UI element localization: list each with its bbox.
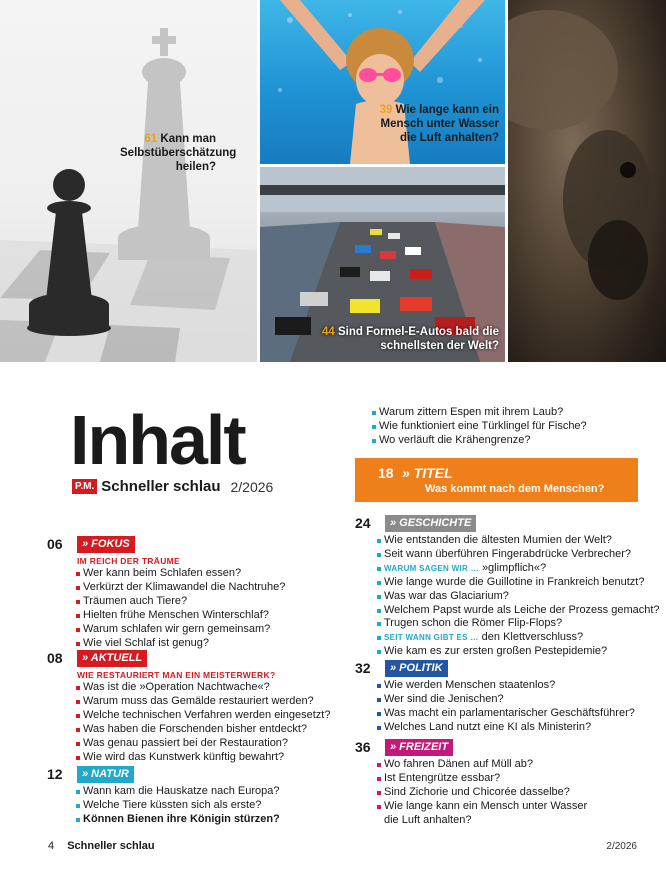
list-item[interactable]: Wie viel Schlaf ist genug? — [76, 637, 285, 651]
pool-caption-text: Wie lange kann ein Mensch unter Wasser die Luft anhalten? — [380, 104, 499, 144]
list-item[interactable]: Wie lange wurde die Guillotine in Frankreich benutzt? — [377, 576, 660, 590]
list-item[interactable]: Welche technischen Verfahren werden eingesetzt? — [76, 709, 330, 723]
issue-number: 2/2026 — [230, 478, 274, 495]
politik-list — [377, 679, 635, 735]
section-subheading: IM REICH DER TRÄUME — [77, 556, 180, 566]
chess-caption-page: 61 — [144, 133, 158, 145]
pm-logo: P.M. — [72, 479, 97, 494]
list-item[interactable]: Wie kam es zur ersten großen Pestepidemie? — [377, 645, 660, 659]
geschichte-list — [377, 534, 660, 659]
list-item[interactable]: Welchem Papst wurde als Leiche der Prozess gemacht? — [377, 604, 660, 618]
monkey-illustration — [508, 0, 666, 362]
chess-illustration — [0, 0, 257, 362]
list-item[interactable]: Was haben die Forschenden bisher entdeckt? — [76, 723, 330, 737]
list-item[interactable]: Wie werden Menschen staatenlos? — [377, 679, 635, 693]
titel-banner[interactable] — [355, 458, 638, 502]
section-label[interactable]: » FOKUS — [77, 536, 135, 553]
race-photo — [260, 167, 505, 362]
section-geschichte — [355, 514, 660, 659]
list-item[interactable]: Was macht ein parlamentarischer Geschäftsführer? — [377, 707, 635, 721]
section-label[interactable]: » FREIZEIT — [385, 739, 453, 756]
section-label[interactable]: » AKTUELL — [77, 650, 147, 667]
race-caption-page: 44 — [321, 326, 335, 338]
freizeit-list — [377, 758, 602, 828]
list-item[interactable]: Warum zittern Espen mit ihrem Laub? — [372, 406, 587, 420]
section-continued — [343, 406, 587, 448]
list-item[interactable]: Hielten frühe Menschen Winterschlaf? — [76, 609, 285, 623]
titel-label: » TITEL — [402, 465, 453, 481]
continued-list — [372, 406, 587, 448]
list-item[interactable]: Ist Entengrütze essbar? — [377, 772, 602, 786]
section-subheading: WIE RESTAURIERT MAN EIN MEISTERWERK? — [77, 670, 276, 680]
list-item[interactable]: Trugen schon die Römer Flip-Flops? — [377, 617, 660, 631]
tag-warum-sagen-wir: WARUM SAGEN WIR … — [384, 563, 479, 573]
list-item[interactable]: Verkürzt der Klimawandel die Nachtruhe? — [76, 581, 285, 595]
list-item[interactable]: Was war das Glaciarium? — [377, 590, 660, 604]
list-item[interactable]: Wie funktioniert eine Türklingel für Fische? — [372, 420, 587, 434]
footer-left — [48, 840, 155, 852]
section-page-number: 24 — [355, 515, 371, 531]
section-freizeit — [355, 738, 602, 828]
section-natur — [47, 765, 280, 827]
section-page-number: 06 — [47, 536, 63, 552]
section-politik — [355, 659, 635, 735]
tag-seit-wann: SEIT WANN GIBT ES … — [384, 633, 479, 643]
footer-brand: Schneller schlau — [67, 840, 155, 852]
list-item[interactable]: Wer sind die Jenischen? — [377, 693, 635, 707]
list-item-text: den Klettverschluss? — [481, 631, 584, 644]
titel-page-number: 18 — [378, 465, 394, 481]
list-item[interactable]: Wie lange kann ein Mensch unter Wasser die Luft anhalten? — [377, 800, 602, 828]
list-item[interactable]: Welches Land nutzt eine KI als Ministerin? — [377, 721, 635, 735]
race-caption[interactable] — [299, 325, 499, 353]
list-item[interactable]: Wie wird das Kunstwerk künftig bewahrt? — [76, 751, 330, 765]
chess-caption[interactable] — [120, 132, 237, 174]
list-item[interactable]: Was ist die »Operation Nachtwache«? — [76, 681, 330, 695]
list-item[interactable]: Wann kam die Hauskatze nach Europa? — [76, 785, 280, 799]
list-item[interactable]: Seit wann überführen Fingerabdrücke Verbrecher? — [377, 548, 660, 562]
fokus-list — [76, 567, 285, 650]
section-label[interactable]: » GESCHICHTE — [385, 515, 476, 532]
list-item[interactable]: Können Bienen ihre Königin stürzen? — [76, 813, 280, 827]
section-label[interactable]: » NATUR — [77, 766, 134, 783]
chess-photo — [0, 0, 257, 362]
list-item[interactable]: Träumen auch Tiere? — [76, 595, 285, 609]
page-title: Inhalt — [70, 401, 245, 479]
pool-photo — [260, 0, 505, 164]
monkey-photo — [508, 0, 666, 362]
list-item[interactable]: Wie entstanden die ältesten Mumien der Welt? — [377, 534, 660, 548]
list-item-text: »glimpflich«? — [481, 561, 547, 574]
list-item[interactable]: Warum muss das Gemälde restauriert werden? — [76, 695, 330, 709]
section-page-number: 36 — [355, 739, 371, 755]
section-page-number: 32 — [355, 660, 371, 676]
section-label[interactable]: » POLITIK — [385, 660, 448, 677]
list-item[interactable]: Sind Zichorie und Chicorée dasselbe? — [377, 786, 602, 800]
list-item[interactable]: Warum schlafen wir gern gemeinsam? — [76, 623, 285, 637]
footer-issue: 2/2026 — [606, 841, 637, 852]
section-page-number: 12 — [47, 766, 63, 782]
natur-list — [76, 785, 280, 827]
list-item[interactable]: Wo fahren Dänen auf Müll ab? — [377, 758, 602, 772]
pool-caption-page: 39 — [379, 104, 393, 116]
section-page-number: 08 — [47, 650, 63, 666]
list-item[interactable] — [377, 562, 660, 576]
list-item[interactable]: Wer kann beim Schlafen essen? — [76, 567, 285, 581]
chess-caption-text: Kann man Selbstüberschätzung heilen? — [120, 133, 237, 173]
list-item[interactable]: Welche Tiere küssten sich als erste? — [76, 799, 280, 813]
brand-name: Schneller schlau — [101, 478, 221, 495]
page-number: 4 — [48, 840, 55, 852]
aktuell-list — [76, 681, 330, 764]
list-item[interactable]: Wo verläuft die Krähengrenze? — [372, 434, 587, 448]
section-aktuell — [47, 649, 330, 764]
list-item[interactable] — [377, 631, 660, 645]
titel-subtitle: Was kommt nach dem Menschen? — [425, 483, 605, 495]
pool-caption[interactable] — [379, 103, 499, 145]
brand-line — [72, 478, 273, 495]
race-caption-text: Sind Formel-E-Autos bald die schnellsten der Welt? — [337, 326, 499, 352]
section-fokus — [47, 535, 285, 650]
list-item[interactable]: Was genau passiert bei der Restauration? — [76, 737, 330, 751]
